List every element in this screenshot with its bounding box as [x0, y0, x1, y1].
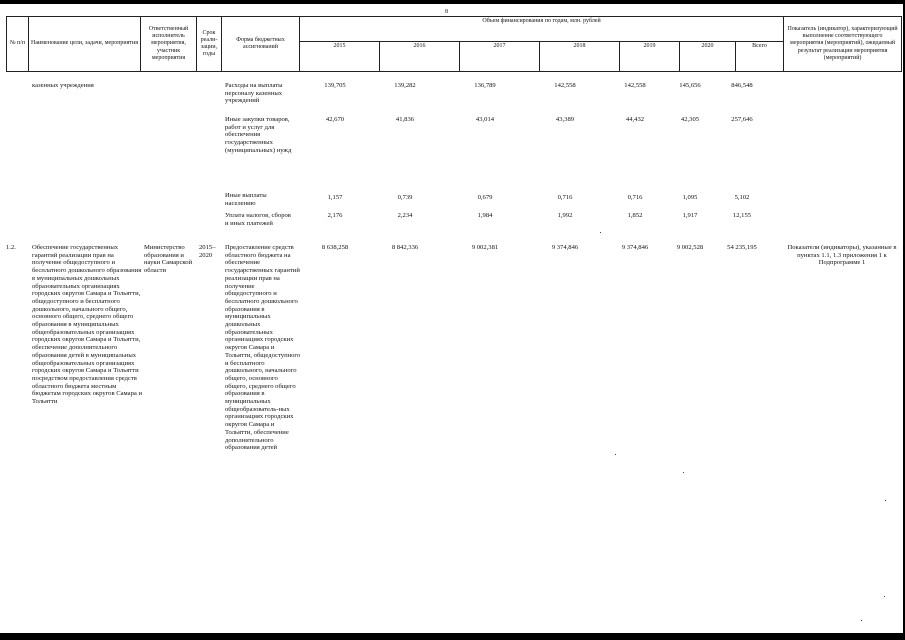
table-body — [6, 82, 901, 572]
value-cell: 0,679 — [477, 194, 493, 201]
header-year: 2019 — [620, 42, 680, 72]
header-indicator: Показатель (индикатор), характеризующий выполнение соответствующего мероприятия (мероприятий), ожидаемый результат реализации мероприятия (мероприятий) — [784, 17, 902, 72]
value-cell: 142,558 — [554, 82, 576, 89]
value-cell: 1,917 — [682, 212, 698, 219]
page-number: 8 — [445, 9, 448, 15]
continued-name: казенных учреждения — [32, 82, 94, 89]
header-total: Всего — [736, 42, 784, 72]
value-cell: 1,984 — [477, 212, 493, 219]
value-cell: 145,656 — [679, 82, 701, 89]
value-cell: 136,789 — [474, 82, 496, 89]
value-cell: 12,155 — [732, 212, 752, 219]
form-row: Иные закупки товаров, работ и услуг для обеспечения государственных (муниципальных) нужд — [225, 116, 292, 154]
header-year: 2017 — [460, 42, 540, 72]
value-cell: 1,157 — [327, 194, 343, 201]
value-cell: 9 002,528 — [676, 244, 704, 251]
value-cell: 9 002,381 — [471, 244, 499, 251]
value-cell: 8 638,258 — [321, 244, 349, 251]
scan-speck — [884, 596, 885, 597]
value-cell: 2,176 — [327, 212, 343, 219]
header-year: 2020 — [680, 42, 736, 72]
value-cell: 42,670 — [325, 116, 345, 123]
value-cell: 257,646 — [731, 116, 753, 123]
item-term: 2015–2020 — [199, 244, 216, 259]
top-scan-border — [0, 0, 905, 4]
value-cell: 139,282 — [394, 82, 416, 89]
scan-speck — [600, 232, 601, 233]
header-year: 2018 — [540, 42, 620, 72]
value-cell: 139,705 — [324, 82, 346, 89]
header-term: Срок реали-зации, годы — [197, 17, 222, 72]
value-cell: 44,432 — [625, 116, 645, 123]
value-cell: 2,234 — [397, 212, 413, 219]
item-name: Обеспечение государственных гарантий реализации прав на получение общедоступного и бесплатного дошкольного образования в муниципальных дошкольных образовательных организациях городских округов Самара и Тольятти, общедоступного и бесплатного дошкольного, начального общего, основного общего, среднего общего образования в муниципальных общеобразовательных организациях городских округов Самара и Тольятти, обеспечение дополнительного образования детей в муниципальных общеобразовательных организациях городских округов Самара и Тольятти посредством предоставления средств областного бюджета местным бюджетам городских округов Самара и Тольятти — [32, 244, 142, 406]
scan-speck — [683, 472, 684, 473]
value-cell: 1,095 — [682, 194, 698, 201]
form-row: Уплата налогов, сборов и иных платежей — [225, 212, 291, 227]
value-cell: 43,014 — [475, 116, 495, 123]
header-name: Наименование цели, задачи, мероприятия — [29, 17, 141, 72]
value-cell: 846,548 — [731, 82, 753, 89]
header-form: Форма бюджетных ассигнований — [222, 17, 300, 72]
value-cell: 142,558 — [624, 82, 646, 89]
header-num: № п/п — [7, 17, 29, 72]
value-cell: 9 374,846 — [551, 244, 579, 251]
header-table — [6, 16, 902, 72]
value-cell: 1,852 — [627, 212, 643, 219]
header-year: 2015 — [300, 42, 380, 72]
item-form: Предоставление средств областного бюджета на обеспечение государственных гарантий реализации прав на получение общедоступного и бесплатного дошкольного образования в муниципальных дошкольных образовательных организациях городских округов Самара и Тольятти, общедоступного и бесплатного дошкольного, начального общего, основного общего, среднего общего образования в муниципальных общеобразователь-ных организациях городских округов Самара и Тольятти, обеспечение дополнительного образования детей — [225, 244, 301, 452]
scan-speck — [885, 500, 886, 501]
header-finance: Объем финансирования по годам, млн. рублей — [300, 17, 784, 42]
value-cell: 41,836 — [395, 116, 415, 123]
item-responsible: Министерство образования и науки Самарской области — [144, 244, 193, 275]
value-cell: 8 842,336 — [391, 244, 419, 251]
form-row: Расходы на выплаты персоналу казенных учреждений — [225, 82, 283, 105]
header-responsible: Ответственный исполнитель мероприятия, участник мероприятия — [141, 17, 197, 72]
value-cell: 0,716 — [557, 194, 573, 201]
value-cell: 42,305 — [680, 116, 700, 123]
value-cell: 0,739 — [397, 194, 413, 201]
scan-speck — [615, 454, 616, 455]
value-cell: 1,992 — [557, 212, 573, 219]
form-row: Иные выплаты населению — [225, 192, 267, 207]
value-cell: 5,102 — [734, 194, 750, 201]
header-year: 2016 — [380, 42, 460, 72]
value-cell: 43,389 — [555, 116, 575, 123]
item-indicator: Показатели (индикаторы), указанные в пунктах 1.1, 1.3 приложения 1 к Подпрограмме 1 — [787, 244, 897, 267]
value-cell: 9 374,846 — [621, 244, 649, 251]
value-cell: 0,716 — [627, 194, 643, 201]
value-cell: 54 235,195 — [727, 244, 757, 251]
scan-speck — [861, 620, 862, 621]
item-number: 1.2. — [6, 244, 16, 251]
bottom-scan-border — [0, 633, 905, 640]
